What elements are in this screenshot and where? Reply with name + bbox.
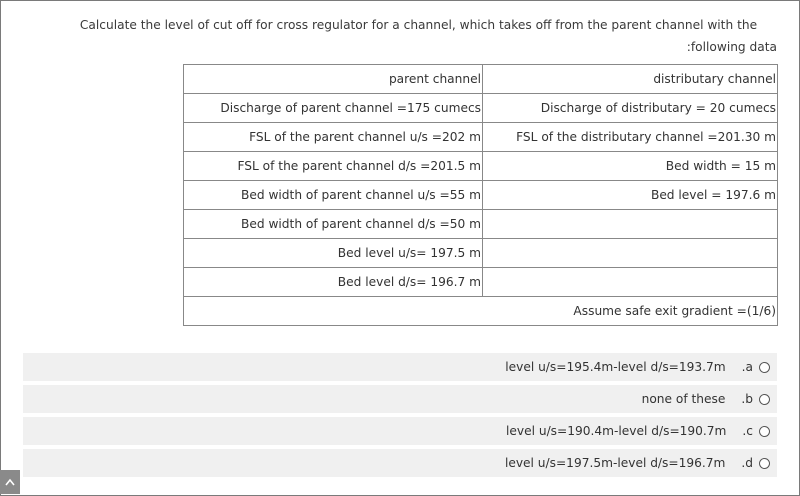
option-c[interactable] xyxy=(23,417,777,445)
option-d[interactable] xyxy=(23,449,777,477)
table-row xyxy=(184,181,778,210)
cell-distributary: FSL of the distributary channel =201.30 m xyxy=(483,123,778,152)
table-row xyxy=(184,123,778,152)
option-b[interactable] xyxy=(23,385,777,413)
cell-parent: Discharge of parent channel =175 cumecs xyxy=(184,94,483,123)
option-letter: .b xyxy=(741,392,753,406)
cell-parent: Bed width of parent channel d/s =50 m xyxy=(184,210,483,239)
cell-distributary xyxy=(483,268,778,297)
radio-button[interactable] xyxy=(759,458,770,469)
question-text xyxy=(20,14,777,58)
table-footer: Assume safe exit gradient =(1/6) xyxy=(184,297,778,326)
cell-distributary: Discharge of distributary = 20 cumecs xyxy=(483,94,778,123)
header-distributary: distributary channel xyxy=(483,65,778,94)
question-line-2: :following data xyxy=(686,40,777,54)
cell-distributary: Bed width = 15 m xyxy=(483,152,778,181)
option-letter: .a xyxy=(741,360,753,374)
radio-button[interactable] xyxy=(759,394,770,405)
table-footer-row xyxy=(184,297,778,326)
option-text: level u/s=190.4m-level d/s=190.7m xyxy=(505,424,727,438)
cell-parent: FSL of the parent channel u/s =202 m xyxy=(184,123,483,152)
option-text: level u/s=197.5m-level d/s=196.7m xyxy=(504,456,726,470)
option-letter: .d xyxy=(741,456,753,470)
arrow-up-icon[interactable] xyxy=(0,470,20,494)
header-parent: parent channel xyxy=(184,65,483,94)
table-row xyxy=(184,239,778,268)
cell-parent: FSL of the parent channel d/s =201.5 m xyxy=(184,152,483,181)
cell-parent: Bed level u/s= 197.5 m xyxy=(184,239,483,268)
answer-options xyxy=(23,353,777,481)
table-row xyxy=(184,152,778,181)
option-letter: .c xyxy=(742,424,753,438)
cell-distributary: Bed level = 197.6 m xyxy=(483,181,778,210)
radio-button[interactable] xyxy=(759,362,770,373)
question-line-1: Calculate the level of cut off for cross regulator for a channel, which takes off from the parent channel with the xyxy=(79,18,758,32)
cell-parent: Bed width of parent channel u/s =55 m xyxy=(184,181,483,210)
option-text: level u/s=195.4m-level d/s=193.7m xyxy=(505,360,726,374)
table-header-row xyxy=(184,65,778,94)
radio-button[interactable] xyxy=(759,426,770,437)
option-a[interactable] xyxy=(23,353,777,381)
table-row xyxy=(184,268,778,297)
data-table xyxy=(183,64,778,326)
option-text: none of these xyxy=(641,392,726,406)
table-row xyxy=(184,210,778,239)
cell-distributary xyxy=(483,210,778,239)
cell-distributary xyxy=(483,239,778,268)
cell-parent: Bed level d/s= 196.7 m xyxy=(184,268,483,297)
table-row xyxy=(184,94,778,123)
